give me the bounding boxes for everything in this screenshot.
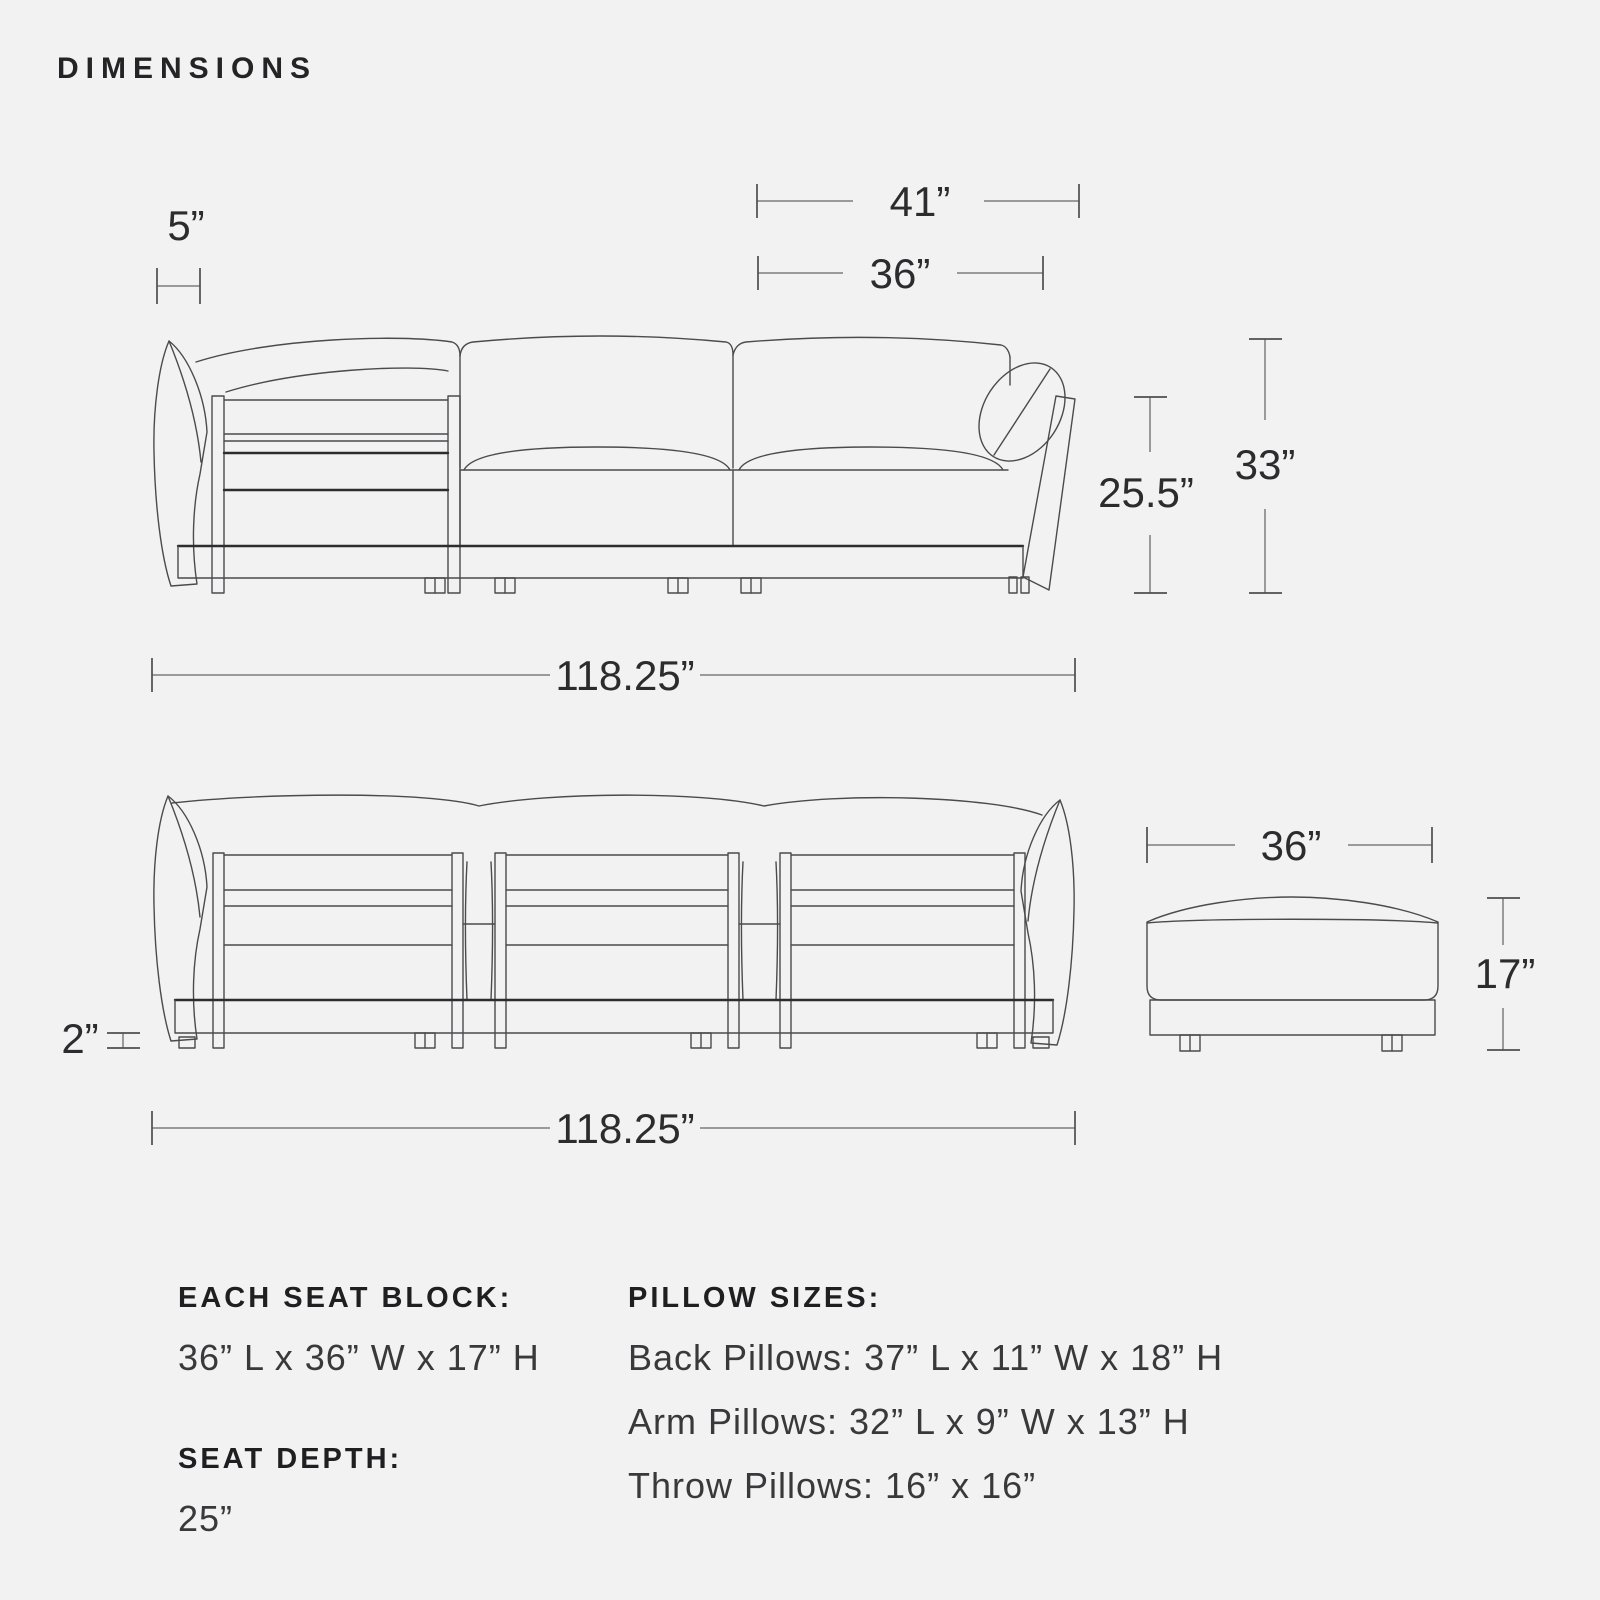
pillow-specs-column bbox=[628, 1282, 1223, 1507]
dim-ottoman-height bbox=[1475, 898, 1536, 1050]
dim-ottoman-width-label: 36” bbox=[1260, 822, 1322, 869]
seat-depth-heading: SEAT DEPTH: bbox=[178, 1443, 403, 1475]
back-right-wing-pillow bbox=[1021, 800, 1074, 1045]
dim-front-overall-width bbox=[152, 652, 1075, 699]
dim-back-overall-width-label: 118.25” bbox=[555, 1105, 695, 1152]
dim-overall-height-label: 33” bbox=[1234, 441, 1296, 488]
seat-depth-value: 25” bbox=[178, 1498, 234, 1539]
back-left-wing-pillow bbox=[154, 796, 207, 1041]
dim-seat-with-arm-width bbox=[757, 178, 1079, 225]
pillow-size-throw: Throw Pillows: 16” x 16” bbox=[628, 1465, 1037, 1506]
dim-ottoman-width bbox=[1147, 822, 1432, 869]
dim-seat-width-label: 36” bbox=[869, 250, 931, 297]
dim-overall-height bbox=[1235, 339, 1296, 593]
dim-ottoman-height-label: 17” bbox=[1474, 950, 1536, 997]
front-left-wing-pillow bbox=[154, 341, 207, 586]
dim-seat-with-arm-label: 41” bbox=[889, 178, 951, 225]
pillow-size-arm: Arm Pillows: 32” L x 9” W x 13” H bbox=[628, 1401, 1190, 1442]
dim-arm-width bbox=[157, 202, 205, 304]
pillow-sizes-heading: PILLOW SIZES: bbox=[628, 1282, 882, 1314]
sofa-back-view-drawing bbox=[154, 795, 1074, 1048]
dim-seat-height-label: 25.5” bbox=[1098, 469, 1194, 516]
ottoman-cushion bbox=[1147, 897, 1438, 1000]
dim-front-overall-width-label: 118.25” bbox=[555, 652, 695, 699]
dim-back-overall-width bbox=[152, 1105, 1075, 1152]
ottoman-drawing bbox=[1147, 897, 1438, 1051]
dim-leg-height bbox=[61, 1015, 140, 1062]
page-title: DIMENSIONS bbox=[57, 52, 318, 85]
pillow-size-back: Back Pillows: 37” L x 11” W x 18” H bbox=[628, 1337, 1224, 1378]
seat-specs-column bbox=[178, 1282, 540, 1540]
front-right-arm bbox=[1023, 396, 1075, 590]
dim-arm-width-label: 5” bbox=[167, 202, 205, 249]
seat-block-value: 36” L x 36” W x 17” H bbox=[178, 1337, 540, 1378]
sofa-front-view-drawing bbox=[154, 336, 1083, 593]
seat-block-heading: EACH SEAT BLOCK: bbox=[178, 1282, 513, 1314]
dim-leg-height-label: 2” bbox=[61, 1015, 99, 1062]
front-bolster-seam bbox=[994, 369, 1050, 455]
dim-seat-height bbox=[1098, 397, 1194, 593]
dim-seat-width bbox=[758, 250, 1043, 297]
